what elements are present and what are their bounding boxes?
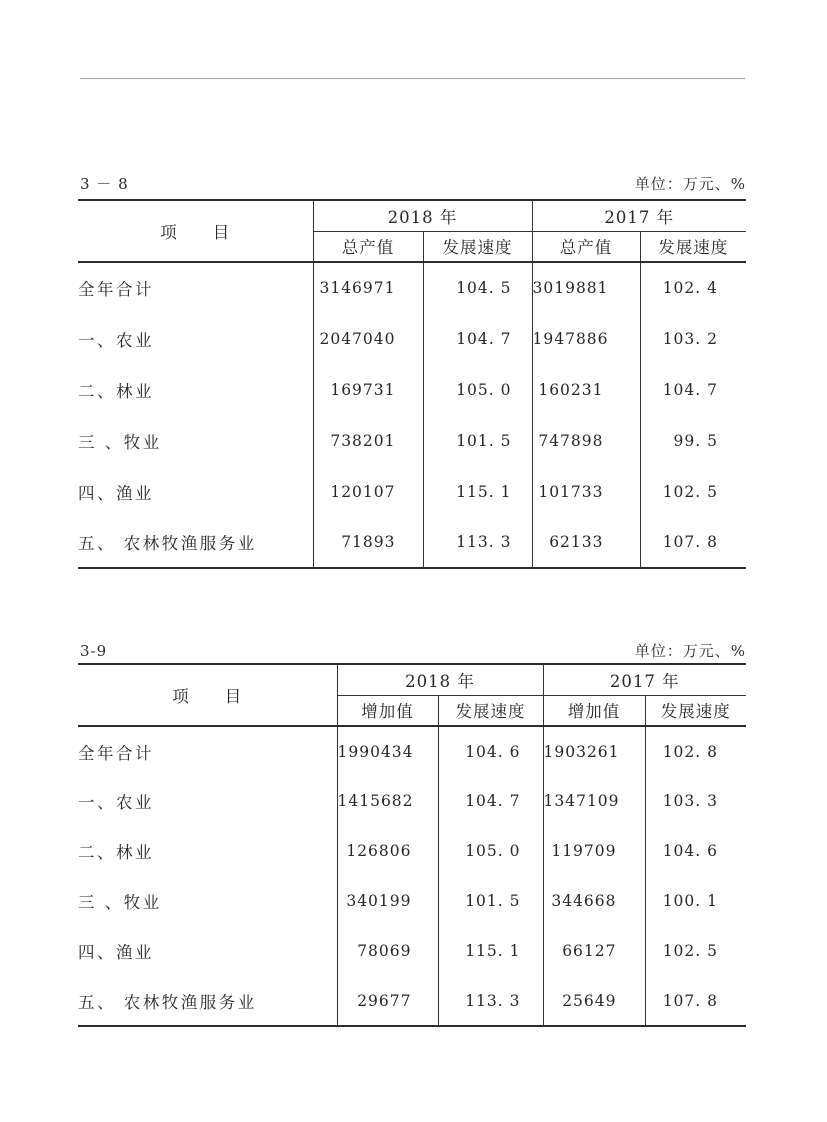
value-cell: 1347109 [543, 776, 645, 826]
row-label: 全年合计 [78, 262, 313, 313]
value-cell: 1990434 [337, 726, 438, 776]
row-label: 二、林业 [78, 826, 337, 876]
subheader-speed-2018: 发展速度 [423, 231, 532, 262]
table-row [78, 415, 746, 466]
year-2017-header: 2017 年 [543, 664, 746, 695]
row-label: 全年合计 [78, 726, 337, 776]
value-cell: 747898 [532, 415, 640, 466]
value-cell: 66127 [543, 926, 645, 976]
row-label: 三 、牧业 [78, 876, 337, 926]
value-cell: 29677 [337, 976, 438, 1026]
table2-number-label: 3-9 [80, 642, 108, 660]
page-top-rule [80, 78, 745, 79]
subheader-speed-2017: 发展速度 [640, 231, 746, 262]
value-cell: 71893 [313, 517, 423, 568]
value-cell: 107. 8 [662, 991, 718, 1010]
item-column-header: 项 目 [78, 200, 313, 262]
value-cell: 104. 7 [662, 380, 718, 399]
table2-unit-label: 单位：万元、% [634, 642, 746, 660]
value-cell: 62133 [532, 517, 640, 568]
table-row [78, 313, 746, 364]
subheader-addedvalue-2018: 增加值 [337, 695, 438, 726]
row-label: 一、农业 [78, 776, 337, 826]
row-label: 四、渔业 [78, 466, 313, 517]
row-label: 四、渔业 [78, 926, 337, 976]
table-row [78, 726, 746, 776]
table-3-8-header [78, 200, 746, 262]
value-cell: 101. 5 [423, 415, 532, 466]
value-cell: 104. 6 [662, 842, 718, 860]
value-cell: 99. 5 [673, 431, 718, 450]
value-cell: 113. 3 [423, 517, 532, 568]
table-row [78, 776, 746, 826]
table-3-9-header [78, 664, 746, 726]
table2-caption [80, 640, 746, 661]
table-row [78, 976, 746, 1026]
value-cell: 2047040 [313, 313, 423, 364]
value-cell: 100. 1 [662, 892, 718, 910]
row-label: 二、林业 [78, 364, 313, 415]
table-3-9 [78, 663, 746, 1027]
value-cell: 102. 5 [662, 942, 718, 960]
value-cell: 101733 [532, 466, 640, 517]
subheader-addedvalue-2017: 增加值 [543, 695, 645, 726]
subheader-speed-2018: 发展速度 [438, 695, 543, 726]
value-cell: 115. 1 [423, 466, 532, 517]
table1-caption [80, 173, 746, 194]
value-cell: 1947886 [532, 313, 640, 364]
value-cell: 105. 0 [423, 364, 532, 415]
value-cell: 344668 [543, 876, 645, 926]
value-cell: 104. 7 [423, 313, 532, 364]
year-2018-header: 2018 年 [337, 664, 543, 695]
value-cell: 102. 5 [662, 482, 718, 501]
value-cell: 3146971 [313, 262, 423, 313]
value-cell: 126806 [337, 826, 438, 876]
table-row [78, 826, 746, 876]
value-cell: 169731 [313, 364, 423, 415]
table-row [78, 876, 746, 926]
year-2017-header: 2017 年 [532, 200, 746, 231]
row-label: 五、 农林牧渔服务业 [78, 517, 313, 568]
value-cell: 105. 0 [438, 826, 543, 876]
row-label: 三 、牧业 [78, 415, 313, 466]
year-2018-header: 2018 年 [313, 200, 532, 231]
value-cell: 107. 8 [662, 533, 718, 551]
value-cell: 102. 4 [662, 279, 718, 297]
value-cell: 340199 [337, 876, 438, 926]
value-cell: 1415682 [337, 776, 438, 826]
value-cell: 104. 7 [438, 776, 543, 826]
value-cell: 101. 5 [438, 876, 543, 926]
row-label: 一、农业 [78, 313, 313, 364]
subheader-speed-2017: 发展速度 [645, 695, 746, 726]
table-row [78, 926, 746, 976]
value-cell: 78069 [337, 926, 438, 976]
table-3-8 [78, 199, 746, 569]
value-cell: 113. 3 [438, 976, 543, 1026]
table-row [78, 364, 746, 415]
subheader-output-2017: 总产值 [532, 231, 640, 262]
table-row [78, 517, 746, 568]
item-column-header: 项 目 [78, 664, 337, 726]
value-cell: 115. 1 [438, 926, 543, 976]
value-cell: 104. 5 [423, 262, 532, 313]
table-row [78, 466, 746, 517]
table1-unit-label: 单位：万元、% [634, 175, 746, 193]
value-cell: 119709 [543, 826, 645, 876]
value-cell: 120107 [313, 466, 423, 517]
row-label: 五、 农林牧渔服务业 [78, 976, 337, 1026]
value-cell: 102. 8 [662, 742, 718, 761]
subheader-output-2018: 总产值 [313, 231, 423, 262]
value-cell: 738201 [313, 415, 423, 466]
value-cell: 103. 3 [662, 792, 718, 810]
value-cell: 104. 6 [438, 726, 543, 776]
value-cell: 1903261 [543, 726, 645, 776]
table-row [78, 262, 746, 313]
table1-number-label: 3 － 8 [80, 175, 129, 193]
value-cell: 3019881 [532, 262, 640, 313]
value-cell: 103. 2 [662, 329, 718, 348]
value-cell: 160231 [532, 364, 640, 415]
value-cell: 25649 [543, 976, 645, 1026]
